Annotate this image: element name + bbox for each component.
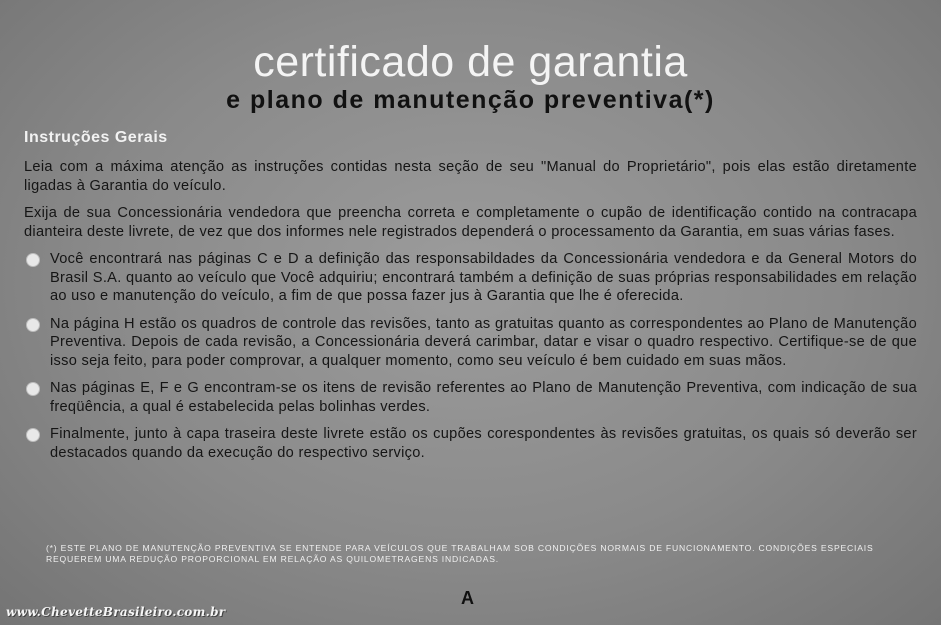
page-title: certificado de garantia (253, 38, 688, 86)
footnote: (*) ESTE PLANO DE MANUTENÇÃO PREVENTIVA SE ENTENDE PARA VEÍCULOS QUE TRABALHAM SOB CONDIÇÕES NORMAIS DE FUNCIONAMENTO. CONDIÇÕES ESPECIAIS REQUEREM UMA REDUÇÃO PROPORCIONAL EM RELAÇÃO AS QUILOMETRAGENS INDICADAS. (46, 543, 874, 564)
bullet-text: Você encontrará nas páginas C e D a definição das responsabildades da Concessionária vendedora e da General Motors do Brasil S.A. quanto ao veículo que Você adquiriu; encontrará também a definição de suas próprias responsabilidades em relação ao uso e manutenção do veículo, a fim de que possa fazer jus à Garantia que lhe é oferecida. (50, 251, 917, 304)
bullet-item (24, 379, 917, 416)
bullet-item (24, 250, 917, 306)
bullet-dot-icon (26, 318, 40, 332)
bullet-dot-icon (26, 428, 40, 442)
bullet-item (24, 425, 917, 462)
bullet-dot-icon (26, 253, 40, 267)
bullet-item (24, 315, 917, 371)
website-watermark: www.ChevetteBrasileiro.com.br (6, 605, 226, 619)
bullet-text: Nas páginas E, F e G encontram-se os itens de revisão referentes ao Plano de Manutenção Preventiva, com indicação de sua freqüência, a qual é estabelecida pelas bolinhas verdes. (50, 380, 917, 415)
bullet-dot-icon (26, 382, 40, 396)
paragraph-intro: Leia com a máxima atenção as instruções contidas nesta seção de seu "Manual do Proprietário", pois elas estão diretamente ligadas à Garantia do veículo. (24, 159, 917, 194)
paragraph-identification: Exija de sua Concessionária vendedora que preencha correta e completamente o cupão de identificação contido na contracapa dianteira deste livrete, de vez que dos informes nele registrados dependerá o processamento da Garantia, em suas várias fases. (24, 205, 917, 240)
bullet-text: Finalmente, junto à capa traseira deste livrete estão os cupões corespondentes às revisões gratuitas, os quais só deverão ser destacados quando da execução do respectivo serviço. (50, 426, 917, 461)
page-subtitle: e plano de manutenção preventiva(*) (226, 86, 715, 114)
page-number: A (461, 588, 474, 608)
section-heading: Instruções Gerais (24, 129, 168, 146)
instructions-body (24, 158, 917, 471)
bullet-text: Na página H estão os quadros de controle das revisões, tanto as gratuitas quanto as correspondentes ao Plano de Manutenção Preventiva. Depois de cada revisão, a Concessionária deverá carimbar, datar e visar o quadro respectivo. Certifique-se de que isso seja feito, para poder comprovar, a qualquer momento, como seu veículo é bem cuidado em suas mãos. (50, 315, 917, 369)
